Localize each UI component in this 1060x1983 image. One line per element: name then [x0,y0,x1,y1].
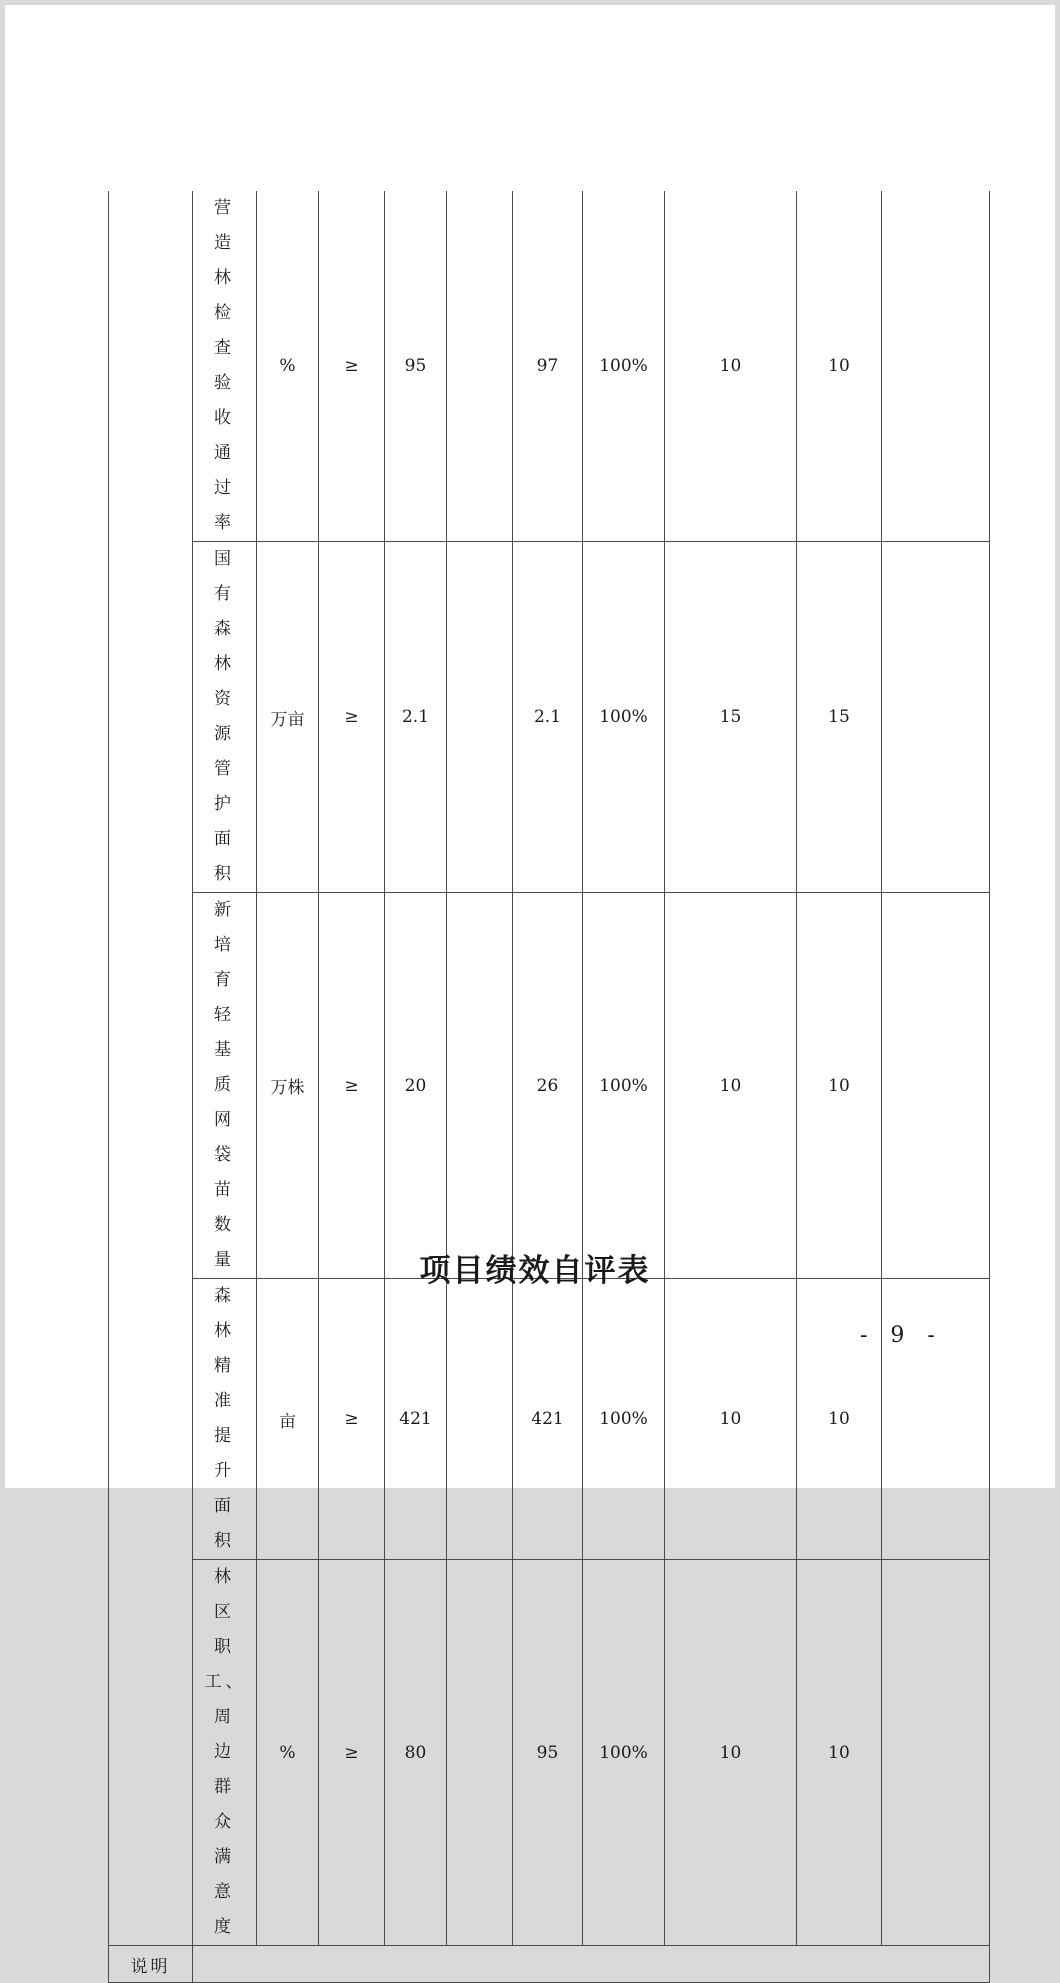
target-cell: 20 [385,893,447,1279]
weight-cell: 10 [665,1279,797,1560]
blank-cell [447,893,513,1279]
target-cell: 80 [385,1560,447,1946]
unit-cell: 万株 [257,893,319,1279]
indicator-cell [193,1560,257,1946]
indicator-name: 新培育轻基质网袋苗数量 [214,900,235,1270]
weight-cell: 15 [665,542,797,893]
table-row [109,893,990,1279]
target-cell: 2.1 [385,542,447,893]
indicator-cell [193,542,257,893]
rate-cell: 100% [583,1560,665,1946]
operator-cell: ≥ [319,542,385,893]
table-row [109,1279,990,1560]
note-row [109,1946,990,1983]
operator-cell: ≥ [319,1560,385,1946]
indicator-name: 森林精准提升面积 [214,1286,235,1551]
blank-cell [447,1279,513,1560]
page-title: 项目绩效自评表 [419,1253,651,1289]
category-cell [109,191,193,1946]
actual-cell: 26 [513,893,583,1279]
note-cell [882,1560,990,1946]
indicator-cell [193,893,257,1279]
indicator-name: 林区职工、周边群众满意度 [204,1567,247,1937]
weight-cell: 10 [665,191,797,542]
weight-cell: 10 [665,1560,797,1946]
indicator-cell [193,191,257,542]
unit-cell: 亩 [257,1279,319,1560]
note-cell [882,191,990,542]
rate-cell: 100% [583,1279,665,1560]
target-cell: 421 [385,1279,447,1560]
score-cell: 15 [797,542,882,893]
score-cell: 10 [797,191,882,542]
rate-cell: 100% [583,191,665,542]
weight-cell: 10 [665,893,797,1279]
performance-table [108,191,990,1983]
target-cell: 95 [385,191,447,542]
actual-cell: 2.1 [513,542,583,893]
actual-cell: 97 [513,191,583,542]
indicator-name: 营造林检查验收通过率 [214,198,235,533]
table-row [109,1560,990,1946]
operator-cell: ≥ [319,893,385,1279]
rate-cell: 100% [583,893,665,1279]
note-value [193,1946,990,1983]
table-row [109,191,990,542]
operator-cell: ≥ [319,1279,385,1560]
document-page [5,5,1055,1977]
indicator-name: 国有森林资源管护面积 [214,549,235,884]
score-cell: 10 [797,893,882,1279]
unit-cell: % [257,1560,319,1946]
note-cell [882,542,990,893]
note-cell [882,1279,990,1560]
page-number: - 9 - [860,1323,943,1348]
blank-cell [447,191,513,542]
score-cell: 10 [797,1279,882,1560]
score-cell: 10 [797,1560,882,1946]
rate-cell: 100% [583,542,665,893]
table-row [109,542,990,893]
actual-cell: 95 [513,1560,583,1946]
blank-cell [447,1560,513,1946]
note-cell [882,893,990,1279]
indicator-cell [193,1279,257,1560]
unit-cell: % [257,191,319,542]
unit-cell: 万亩 [257,542,319,893]
note-label: 说明 [109,1946,193,1983]
blank-cell [447,542,513,893]
actual-cell: 421 [513,1279,583,1560]
operator-cell: ≥ [319,191,385,542]
